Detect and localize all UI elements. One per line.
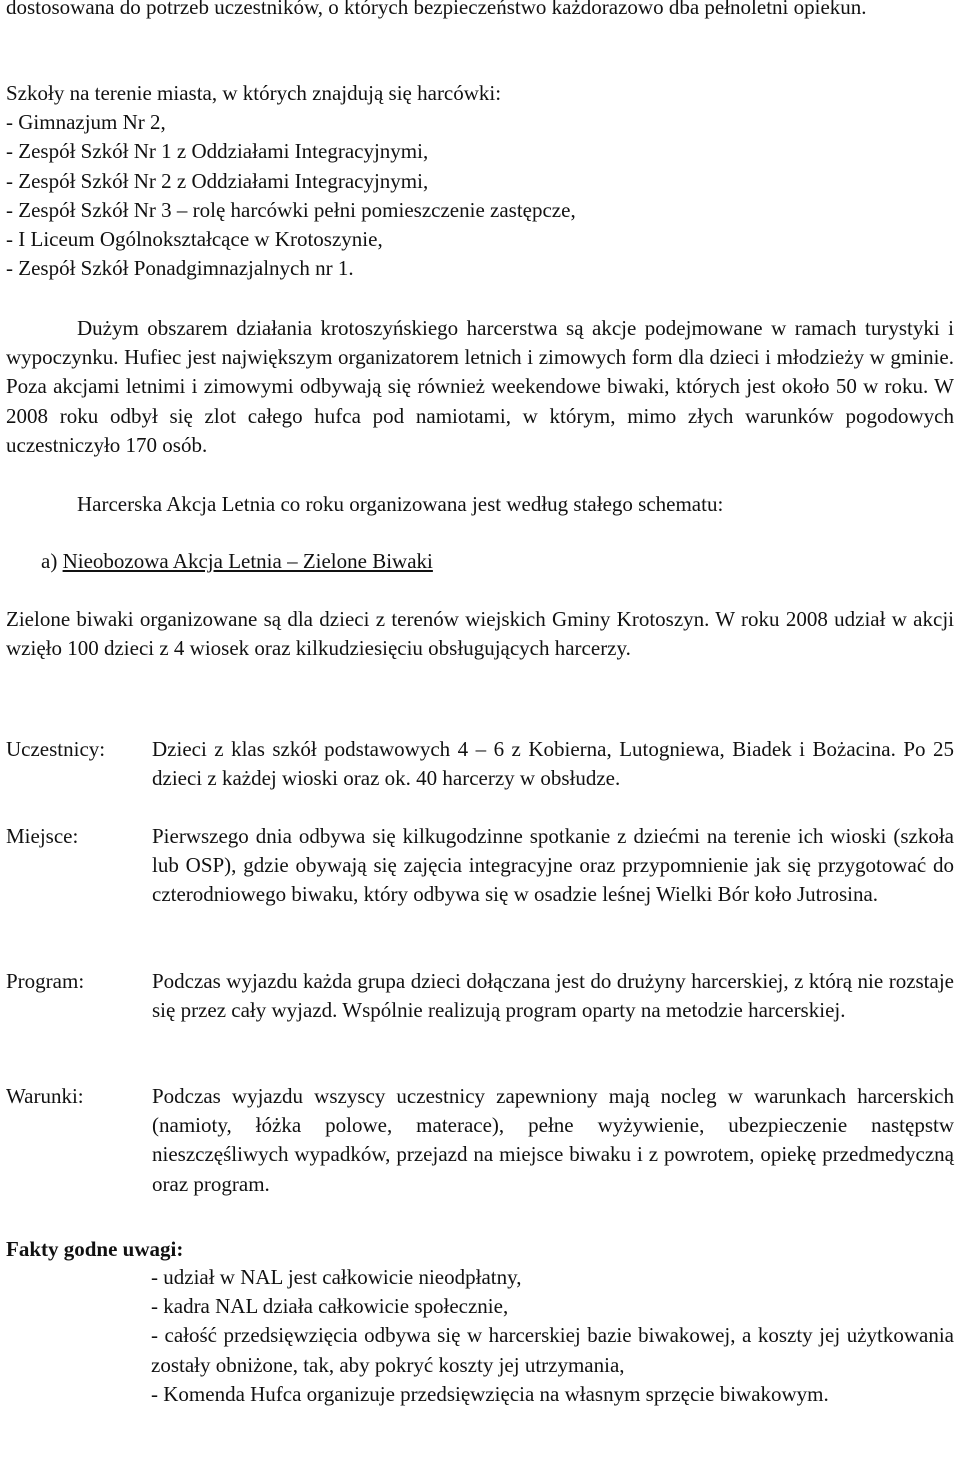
- fact-item: - kadra NAL działa całkowicie społecznie,: [151, 1294, 509, 1319]
- school-item: - Zespół Szkół Ponadgimnazjalnych nr 1.: [6, 256, 354, 281]
- detail-label: Miejsce:: [6, 824, 79, 848]
- section-a-title: Nieobozowa Akcja Letnia – Zielone Biwaki: [62, 549, 433, 573]
- schools-heading: Szkoły na terenie miasta, w których znajdują się harcówki:: [6, 81, 502, 105]
- school-item: - Gimnazjum Nr 2,: [6, 110, 166, 135]
- school-item: - Zespół Szkół Nr 3 – rolę harcówki pełni pomieszczenie zastępcze,: [6, 197, 576, 222]
- detail-value: Podczas wyjazdu każda grupa dzieci dołączana jest do drużyny harcerskiej, z którą nie rozstaje się przez cały wyjazd. Wspólnie realizują program oparty na metodzie harcerskiej.: [152, 969, 954, 1023]
- school-item: - Zespół Szkół Nr 2 z Oddziałami Integracyjnymi,: [6, 168, 429, 193]
- section-a-marker: a): [41, 549, 58, 573]
- hal-schema-paragraph: Harcerska Akcja Letnia co roku organizowana jest według stałego schematu:: [77, 492, 724, 516]
- facts-heading: Fakty godne uwagi:: [6, 1237, 184, 1261]
- detail-label: Warunki:: [6, 1084, 84, 1108]
- school-item: - I Liceum Ogólnokształcące w Krotoszynie,: [6, 227, 383, 252]
- section-a-heading: [41, 547, 433, 576]
- detail-value: Podczas wyjazdu wszyscy uczestnicy zapewniony mają nocleg w warunkach harcerskich (namioty, łóżka polowe, materace), pełne wyżywienie, ubezpieczenie następstw nieszczęśliwych wypadków, przejazd na miejsce biwaku i z powrotem, opiekę przedmedyczną oraz program.: [152, 1084, 954, 1196]
- detail-label: Uczestnicy:: [6, 737, 106, 761]
- detail-value: Dzieci z klas szkół podstawowych 4 – 6 z Kobierna, Lutogniewa, Biadek i Bożacina. Po 25 dzieci z każdej wioski oraz ok. 40 harcerzy w obsłudze.: [152, 737, 954, 791]
- detail-label: Program:: [6, 969, 85, 993]
- school-item: - Zespół Szkół Nr 1 z Oddziałami Integracyjnymi,: [6, 139, 429, 164]
- schools-list: [6, 79, 954, 283]
- fact-item: - Komenda Hufca organizuje przedsięwzięcia na własnym sprzęcie biwakowym.: [151, 1381, 829, 1406]
- intro-paragraph: dostosowana do potrzeb uczestników, o których bezpieczeństwo każdorazowo dba pełnoletni opiekun.: [6, 0, 867, 19]
- tourism-paragraph: Dużym obszarem działania krotoszyńskiego harcerstwa są akcje podejmowane w ramach turystyki i wypoczynku. Hufiec jest największym organizatorem letnich i zimowych form dla dzieci i młodzieży w gminie. Poza akcjami letnimi i zimowymi odbywają się również weekendowe biwaki, których jest około 50 w roku. W 2008 roku odbył się zlot całego hufca pod namiotami, w którym, mimo złych warunków pogodowych uczestniczyło 170 osób.: [6, 316, 954, 457]
- facts-list: [151, 1263, 954, 1409]
- detail-value: Pierwszego dnia odbywa się kilkugodzinne spotkanie z dziećmi na terenie ich wioski (szkoła lub OSP), gdzie obywają się zajęcia integracyjne oraz przypomnienie jak się przygotować do czterodniowego biwaku, który odbywa się w osadzie leśnej Wielki Bór koło Jutrosina.: [152, 824, 954, 907]
- fact-item: - całość przedsięwzięcia odbywa się w harcerskiej bazie biwakowej, a koszty jej użytkowania zostały obniżone, tak, aby pokryć koszty jej utrzymania,: [151, 1323, 954, 1377]
- biwaki-paragraph: Zielone biwaki organizowane są dla dzieci z terenów wiejskich Gminy Krotoszyn. W roku 2008 udział w akcji wzięło 100 dzieci z 4 wiosek oraz kilkudziesięciu obsługujących harcerzy.: [6, 607, 954, 661]
- fact-item: - udział w NAL jest całkowicie nieodpłatny,: [151, 1265, 522, 1289]
